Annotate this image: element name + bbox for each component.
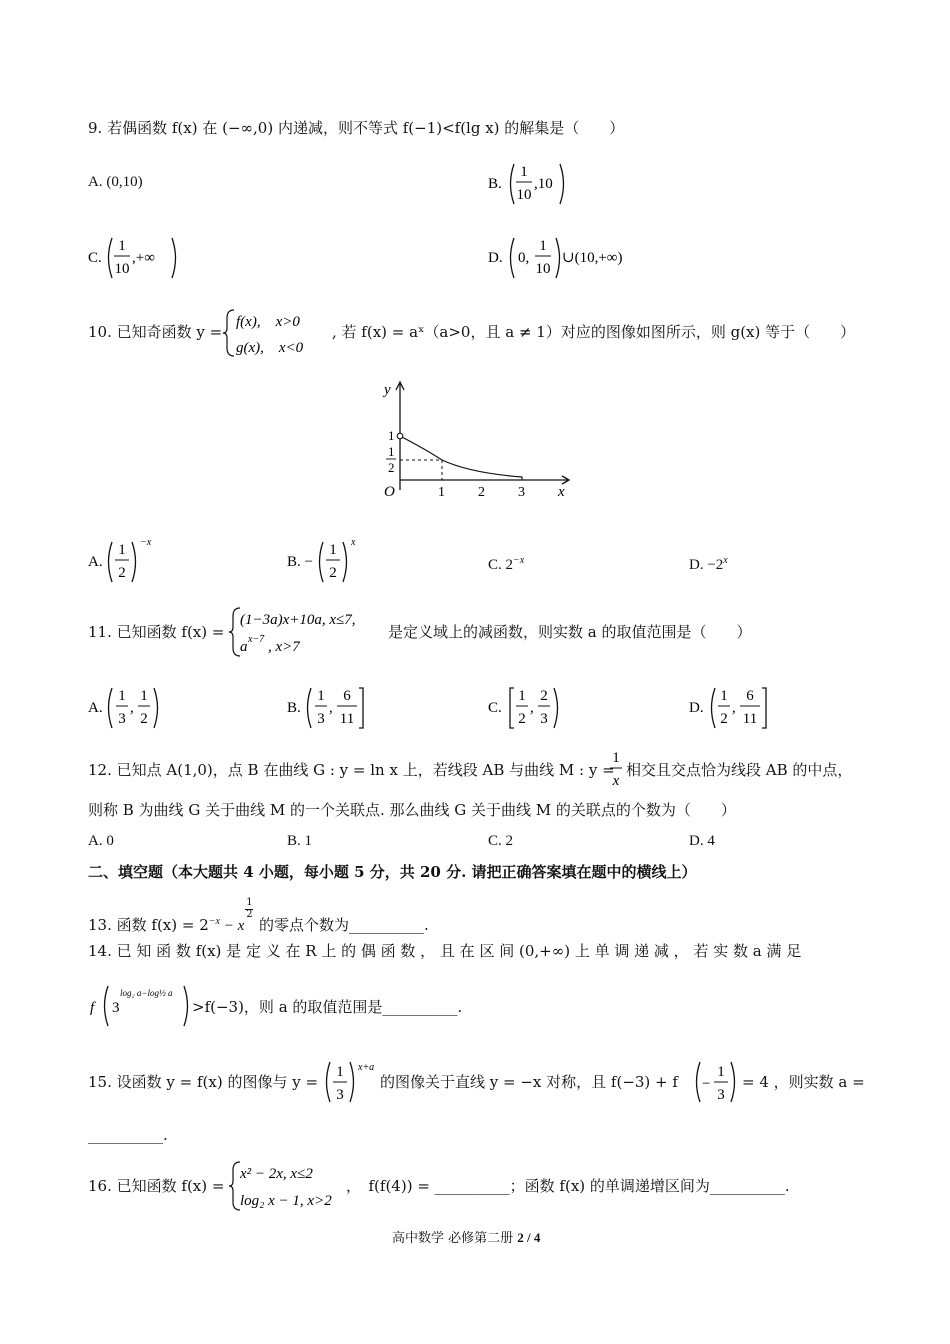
frac-den: x (612, 773, 620, 789)
exponent: x (723, 555, 728, 566)
q12-option-c: C. 2 (488, 833, 514, 849)
x-tick-2: 2 (478, 485, 485, 500)
y-tick-1: 1 (388, 428, 395, 443)
exp2-den: 2 (246, 909, 253, 920)
option-tail: ,+∞ (132, 250, 155, 266)
x-tick-1: 1 (438, 485, 445, 500)
q11-stem-a: 11. 已知函数 f(x) = (88, 623, 225, 641)
section-2-heading: 二、填空题（本大题共 4 小题，每小题 5 分，共 20 分. 请把正确答案填在题中的横线上） (88, 863, 697, 881)
q10-stem-b: , 若 f(x) = aˣ（a>0，且 a ≠ 1）对应的图像如图所示，则 g(x) 等于（ ） (332, 323, 856, 341)
q14-tail: >f(−3)，则 a 的取值范围是__________. (192, 998, 463, 1016)
case-2-base: a (240, 639, 248, 655)
q16-b: ， f(f(4)) = __________；函数 f(x) 的单调递增区间为__________. (346, 1177, 790, 1195)
frac-num: 1 (612, 750, 620, 766)
svg-text:,: , (530, 700, 534, 716)
frac-num: 1 (520, 164, 528, 180)
q12-option-d: D. 4 (689, 833, 715, 849)
frac2-den: 3 (540, 711, 548, 727)
q11-option-d (689, 680, 789, 734)
case-2-exp: x−7 (248, 634, 265, 645)
exponent: −x (140, 537, 152, 548)
q11-option-b (287, 680, 387, 734)
q16-a: 16. 已知函数 f(x) = (88, 1177, 225, 1195)
option-head: 0, (518, 250, 530, 266)
q13-b: − x (219, 918, 245, 934)
base: 3 (112, 1000, 120, 1016)
q12-line2: 则称 B 为曲线 G 关于曲线 M 的一个关联点. 那么曲线 G 关于曲线 M 的关联点的个数为（ ） (88, 801, 736, 819)
curve (400, 436, 522, 480)
q10-option-c (488, 551, 524, 575)
q9-option-a: A. (0,10) (88, 174, 143, 190)
frac-num: 1 (717, 1064, 725, 1080)
option-label: A. (88, 700, 103, 716)
q16-piecewise (228, 1158, 348, 1214)
option-label: D. (488, 250, 503, 266)
frac2-num: 6 (746, 688, 754, 704)
q12-line1-b: 相交且交点恰为线段 AB 的中点， (626, 761, 853, 779)
option-label: B. (488, 176, 502, 192)
q9-stem: 9. 若偶函数 f(x) 在 (−∞,0) 内递减，则不等式 f(−1)<f(lg x) 的解集是（ ） (88, 119, 625, 137)
exp2-num: 1 (246, 897, 253, 908)
q10-option-b (287, 534, 387, 588)
q12-line1-a: 12. 已知点 A(1,0)，点 B 在曲线 G : y = ln x 上，若线段 AB 与曲线 M : y = (88, 761, 615, 779)
exponent: −x (513, 555, 525, 566)
q9-option-c (88, 232, 208, 284)
footer-text: 高中数学 必修第二册 (392, 1231, 518, 1246)
frac2-num: 2 (540, 688, 548, 704)
q11-stem-b: 是定义域上的减函数，则实数 a 的取值范围是（ ） (388, 623, 752, 641)
option-label: D. (689, 700, 704, 716)
frac-den: 3 (336, 1087, 344, 1103)
case-1: f(x), x>0 (236, 314, 300, 330)
exponent: x+a (358, 1062, 375, 1073)
q9-option-b (488, 158, 598, 210)
frac-num: 1 (329, 542, 337, 558)
frac-den: 2 (329, 565, 337, 581)
frac1-num: 1 (518, 688, 526, 704)
svg-text:,: , (130, 700, 134, 716)
q15-d: = 4 ，则实数 a = (742, 1073, 865, 1091)
option-tail: ∪(10,+∞) (562, 250, 623, 266)
option-text: D. −2 (689, 557, 724, 573)
q15-arg (690, 1056, 750, 1110)
frac-den: 2 (118, 565, 126, 581)
q13-exp1: −x (208, 916, 220, 927)
origin-label: O (384, 484, 395, 500)
page-number: 2 / 4 (517, 1230, 541, 1245)
q13-c: 的零点个数为__________. (254, 916, 429, 934)
svg-text:,: , (732, 700, 736, 716)
open-point (397, 433, 403, 439)
q11-option-c (488, 680, 588, 734)
q14-line1: 14. 已 知 函 数 f(x) 是 定 义 在 R 上 的 偶 函 数 ， 且 在 区 间 (0,+∞) 上 单 调 递 减 ， 若 实 数 a 满 足 (88, 942, 802, 960)
frac-den: 10 (535, 261, 551, 277)
exponent: x (351, 537, 356, 548)
case-1: x² − 2x, x≤2 (240, 1166, 313, 1182)
case-2-tail: , x>7 (268, 639, 300, 655)
option-tail: ,10 (534, 176, 553, 192)
frac-num: 1 (118, 542, 126, 558)
q11-piecewise (228, 604, 388, 660)
svg-text:,: , (329, 700, 333, 716)
frac-num: 1 (118, 238, 126, 254)
x-tick-3: 3 (518, 485, 525, 500)
option-label: A. (88, 554, 103, 570)
q10-piecewise (222, 306, 332, 360)
frac2-den: 11 (339, 711, 355, 727)
frac2-den: 2 (140, 711, 148, 727)
frac2-num: 1 (140, 688, 148, 704)
option-label: C. (488, 700, 502, 716)
q15-answer-blank: __________. (88, 1126, 168, 1144)
frac-num: 1 (539, 238, 547, 254)
y-label: y (384, 382, 391, 398)
q10-option-a (88, 534, 178, 588)
frac-num: 1 (336, 1064, 344, 1080)
q9-option-d (488, 232, 658, 284)
q15-b: 的图像关于直线 y = −x 对称，且 f(−3) + f (380, 1073, 678, 1091)
page-footer (392, 1228, 540, 1249)
q14-expression (88, 980, 198, 1032)
frac1-den: 3 (118, 711, 126, 727)
frac2-den: 11 (742, 711, 758, 727)
frac-den: 10 (114, 261, 130, 277)
option-label: C. (88, 250, 102, 266)
x-label: x (558, 484, 565, 500)
frac1-den: 3 (317, 711, 325, 727)
frac1-num: 1 (720, 688, 728, 704)
q10-graph (370, 376, 580, 506)
frac-den: 3 (717, 1087, 725, 1103)
y-tick-half-num: 1 (388, 444, 395, 459)
frac1-den: 2 (720, 711, 728, 727)
q12-option-a: A. 0 (88, 833, 114, 849)
q12-option-b: B. 1 (287, 833, 313, 849)
q10-stem-a: 10. 已知奇函数 y = (88, 323, 223, 341)
option-label: B. (287, 700, 301, 716)
minus: − (702, 1076, 711, 1092)
frac1-den: 2 (518, 711, 526, 727)
frac2-num: 6 (343, 688, 351, 704)
exponent: log₂ a−log½ a (120, 988, 173, 998)
q13-a: 13. 函数 f(x) = 2 (88, 916, 209, 934)
option-text: C. 2 (488, 557, 514, 573)
y-tick-half-den: 2 (388, 460, 395, 475)
q15-base (320, 1056, 380, 1110)
q12-fraction (608, 746, 628, 792)
frac-den: 10 (516, 187, 532, 203)
q10-option-d (689, 551, 728, 575)
option-label: B. − (287, 554, 313, 570)
case-2: g(x), x<0 (236, 340, 304, 356)
case-2: log₂ x − 1, x>2 (240, 1193, 332, 1209)
f-letter: f (90, 1000, 95, 1016)
frac1-num: 1 (118, 688, 126, 704)
q13-exp2 (244, 897, 254, 932)
q13 (88, 897, 429, 936)
frac1-num: 1 (317, 688, 325, 704)
q11-option-a (88, 680, 188, 734)
case-1: (1−3a)x+10a, x≤7, (240, 612, 356, 628)
q15-a: 15. 设函数 y = f(x) 的图像与 y = (88, 1073, 319, 1091)
